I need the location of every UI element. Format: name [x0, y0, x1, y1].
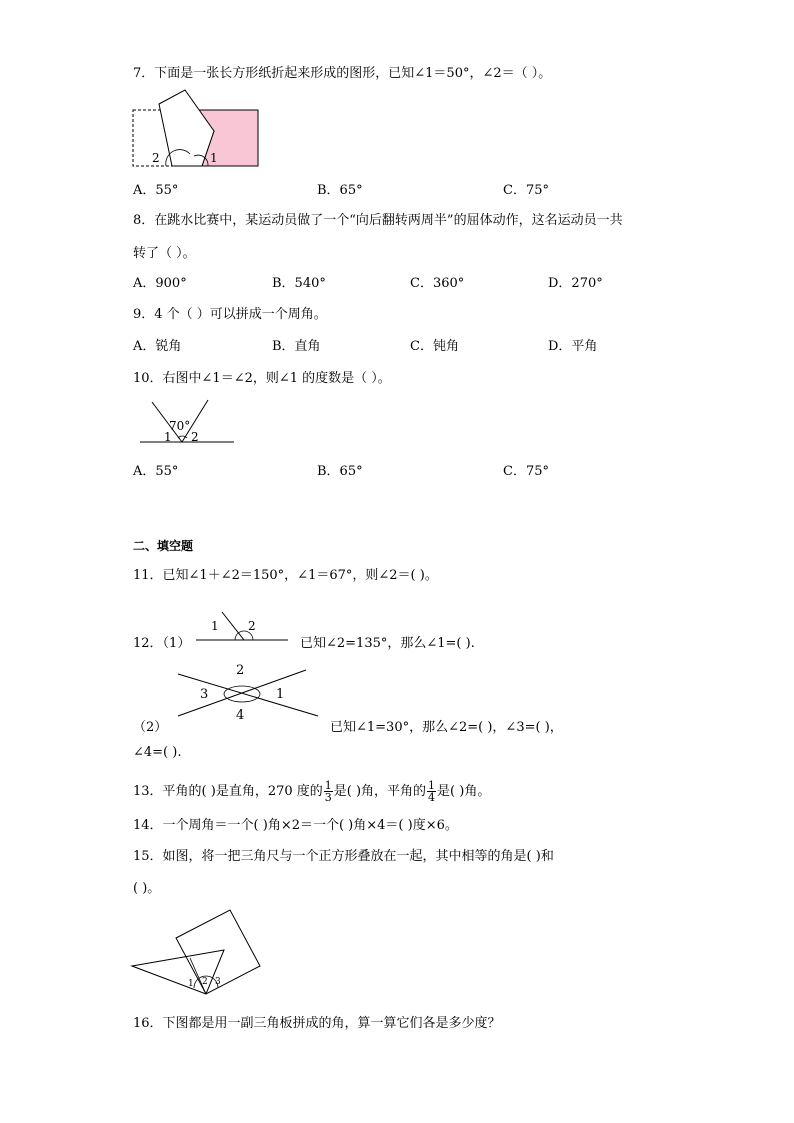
- q15-triangle-ruler: [132, 950, 224, 994]
- q15-text-line1: 15．如图，将一把三角尺与一个正方形叠放在一起，其中相等的角是( )和: [133, 849, 554, 864]
- q8-text-line1: 8．在跳水比赛中，某运动员做了一个“向后翻转两周半”的屈体动作，这名运动员一共: [133, 213, 623, 228]
- q15-label-3: 3: [215, 977, 221, 987]
- q12-fig2-label-1: 1: [276, 687, 285, 702]
- q12-fig2-angle-ellipse: [224, 686, 260, 702]
- q13-frac1-denominator: 3: [324, 791, 332, 804]
- q12-fig1-ray: [222, 612, 244, 640]
- q7-text: 7．下面是一张长方形纸折起来形成的图形，已知∠1＝50°，∠2＝（ ）。: [133, 66, 552, 81]
- q10-text: 10．右图中∠1＝∠2，则∠1 的度数是（ ）。: [133, 371, 391, 386]
- q11-text: 11．已知∠1＋∠2＝150°，∠1＝67°，则∠2＝( )。: [133, 568, 438, 583]
- q15-square-and-triangle-figure: [130, 908, 262, 998]
- q9-option-a[interactable]: A．锐角: [133, 339, 182, 354]
- q7-option-a[interactable]: A．55°: [133, 183, 179, 198]
- q12-fig2-label-2: 2: [236, 663, 245, 678]
- q12-fig2-label-3: 3: [200, 687, 209, 702]
- q12-fig2-intersecting-lines: [176, 660, 310, 722]
- q12-fig2-label-4: 4: [236, 708, 245, 723]
- q8-option-d[interactable]: D．270°: [548, 276, 603, 291]
- q9-option-c[interactable]: C．钝角: [410, 339, 459, 354]
- q13-part1: 13．平角的( )是直角，270 度的: [133, 784, 323, 799]
- q16-text: 16．下图都是用一副三角板拼成的角，算一算它们各是多少度？: [133, 1016, 501, 1031]
- q10-angle-figure: [136, 398, 238, 448]
- q12-part2-text: 已知∠1=30°，那么∠2=( )，∠3=( )，: [330, 720, 563, 735]
- q8-text-line2: 转了（ ）。: [133, 246, 196, 261]
- q10-option-a[interactable]: A．55°: [133, 464, 179, 479]
- q7-label-1: 1: [210, 151, 218, 165]
- q13-part2: 是( )角，平角的: [333, 784, 427, 799]
- q9-text: 9．4 个（ ）可以拼成一个周角。: [133, 307, 327, 322]
- q12-fig2-line-a: [178, 674, 318, 716]
- q10-label-2: 2: [191, 430, 199, 444]
- q13-frac2-denominator: 4: [428, 791, 436, 804]
- q12-part2-line2: ∠4=( ).: [133, 745, 182, 760]
- q7-folded-paper-figure: [132, 90, 262, 170]
- q12-fig1-label-2: 2: [248, 619, 256, 633]
- q8-option-b[interactable]: B．540°: [272, 276, 326, 291]
- q14-text: 14．一个周角＝一个( )角×2＝一个( )角×4＝( )度×6。: [133, 818, 458, 833]
- q12-part1-text: 已知∠2=135°，那么∠1=( ).: [300, 636, 475, 651]
- q9-option-d[interactable]: D．平角: [548, 339, 598, 354]
- q12-fig1-label-1: 1: [211, 619, 219, 633]
- q12-fig1-angle-figure: [194, 610, 290, 644]
- q7-folded-flap: [159, 90, 214, 166]
- q8-option-a[interactable]: A．900°: [133, 276, 187, 291]
- q13-text: [133, 779, 490, 805]
- section-title-fill-in: 二、填空题: [133, 539, 194, 553]
- q15-label-2: 2: [202, 977, 208, 987]
- q13-fraction-1-3: [324, 780, 333, 803]
- q10-option-c[interactable]: C．75°: [503, 464, 549, 479]
- q7-option-c[interactable]: C．75°: [503, 183, 549, 198]
- q9-option-b[interactable]: B．直角: [272, 339, 321, 354]
- q12-part2-label: （2）: [133, 720, 168, 735]
- q8-option-c[interactable]: C．360°: [410, 276, 465, 291]
- q13-frac2-numerator: 1: [428, 779, 436, 792]
- q15-text-line2: ( )。: [133, 881, 161, 896]
- q13-part3: 是( )角。: [437, 784, 491, 799]
- q10-label-70: 70°: [169, 419, 191, 433]
- q10-option-b[interactable]: B．65°: [317, 464, 363, 479]
- q12-part1-label: 12．（1）: [133, 636, 191, 651]
- q13-fraction-1-4: [427, 780, 436, 803]
- q7-label-2: 2: [152, 151, 160, 165]
- q15-label-1: 1: [188, 979, 194, 989]
- q10-label-1: 1: [164, 430, 172, 444]
- q7-option-b[interactable]: B．65°: [317, 183, 363, 198]
- q13-frac1-numerator: 1: [324, 779, 332, 792]
